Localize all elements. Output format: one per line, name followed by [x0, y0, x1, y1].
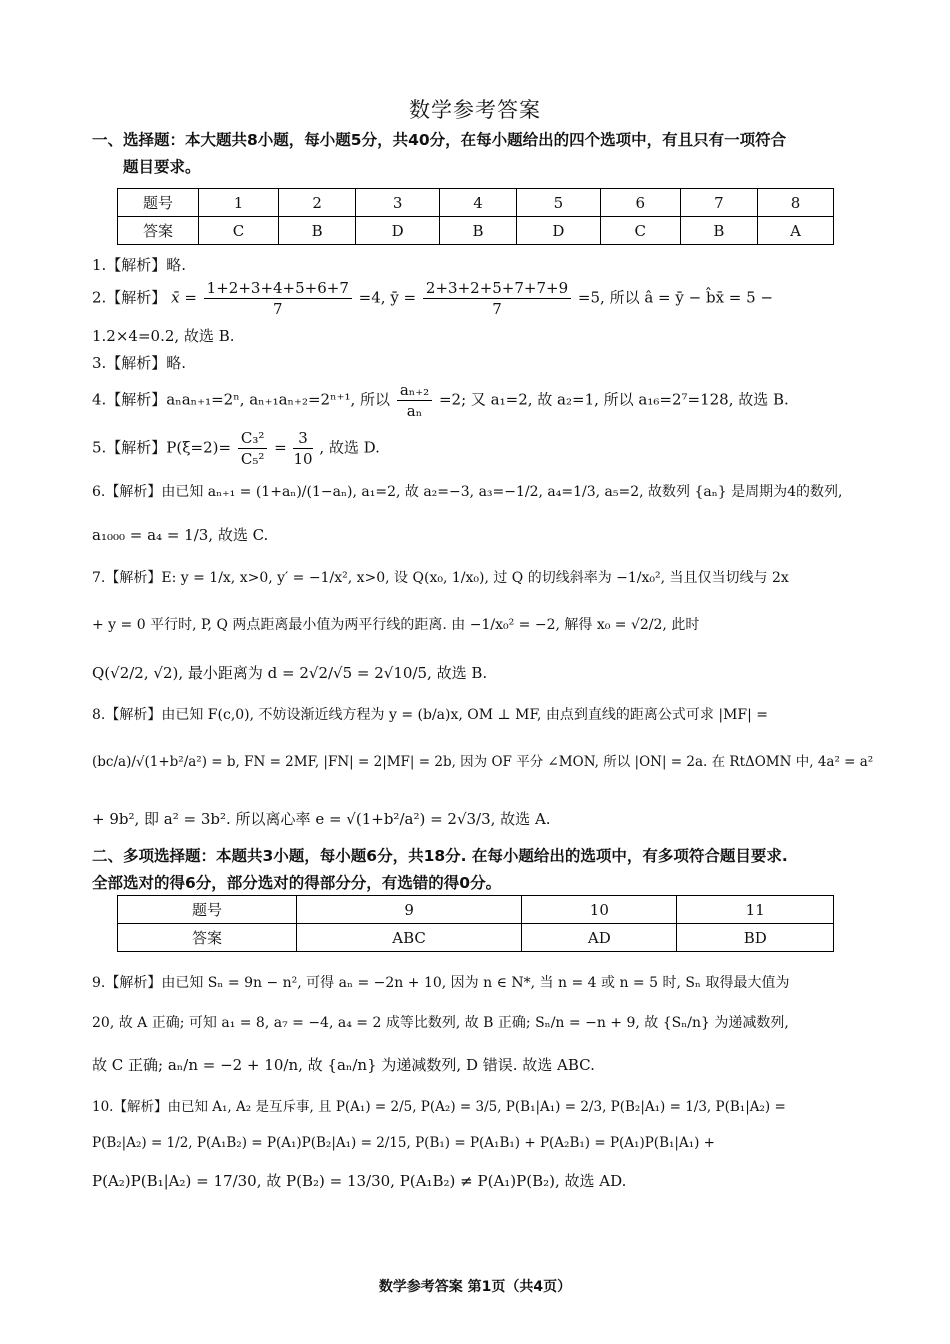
solution-2-tail: =5, 所以 â = ȳ − b̂x̄ = 5 −	[577, 288, 774, 307]
table-row	[118, 896, 834, 924]
table-cell: 8	[757, 189, 833, 217]
numerator: 2+3+2+5+7+7+9	[423, 278, 571, 299]
solution-9-line2: 20, 故 A 正确; 可知 a₁ = 8, a₇ = −4, a₄ = 2 成等比数列, 故 B 正确; Sₙ/n = −n + 9, 故 {Sₙ/n} 为递减数列,	[92, 1015, 789, 1031]
solution-4	[92, 380, 867, 421]
xbar-symbol: x̄	[171, 288, 180, 307]
table-row	[118, 217, 834, 245]
solution-7-line2: + y = 0 平行时, P, Q 两点距离最小值为两平行线的距离. 由 −1/x₀² = −2, 解得 x₀ = √2/2, 此时	[92, 617, 700, 633]
solution-8-line2: (bc/a)/√(1+b²/a²) = b, FN = 2MF, |FN| = 2|MF| = 2b, 因为 OF 平分 ∠MON, 所以 |ON| = 2a. 在 RtΔOMN 中, 4a² = a²	[92, 754, 874, 770]
table-cell: 4	[439, 189, 516, 217]
solution-10-line1: 10.【解析】由已知 A₁, A₂ 是互斥事, 且 P(A₁) = 2/5, P(A₂) = 3/5, P(B₁|A₁) = 2/3, P(B₂|A₁) = 1/3, P(B₁|A₂) =	[92, 1099, 786, 1115]
table-cell: ABC	[297, 924, 522, 952]
fraction	[293, 428, 312, 469]
answer-table-1	[117, 188, 834, 245]
table-row	[118, 189, 834, 217]
solution-7-line1: 7.【解析】E: y = 1/x, x>0, y′ = −1/x², x>0, 设 Q(x₀, 1/x₀), 过 Q 的切线斜率为 −1/x₀², 当且仅当切线与 2x	[92, 570, 789, 586]
numerator: 3	[293, 428, 312, 449]
section1-heading	[92, 127, 872, 181]
table-cell: B	[279, 217, 356, 245]
table-cell: C	[199, 217, 279, 245]
section1-heading-line2: 题目要求。	[123, 158, 201, 176]
solution-8-line3: + 9b², 即 a² = 3b². 所以离心率 e = √(1+b²/a²) = 2√3/3, 故选 A.	[92, 810, 551, 828]
denominator: 10	[293, 450, 313, 468]
row-label: 题号	[118, 189, 199, 217]
table-cell: 3	[356, 189, 440, 217]
table-cell: B	[680, 217, 757, 245]
solution-5: 5.【解析】P(ξ=2)= $\frac{\text{C₃²}}{\text{C₅²}}$ = $\frac{3}{10}$ , 故选 D.	[92, 429, 380, 468]
section2-heading-line2: 全部选对的得6分，部分选对的得部分分，有选错的得0分。	[92, 874, 502, 892]
solution-2-line2: 1.2×4=0.2, 故选 B.	[92, 327, 235, 345]
denominator: aₙ	[406, 402, 423, 420]
solution-1: 1.【解析】略.	[92, 256, 187, 274]
solution-9-line3: 故 C 正确; aₙ/n = −2 + 10/n, 故 {aₙ/n} 为递减数列, D 错误. 故选 ABC.	[92, 1056, 595, 1074]
solution-9-line1: 9.【解析】由已知 Sₙ = 9n − n², 可得 aₙ = −2n + 10, 因为 n ∈ N*, 当 n = 4 或 n = 5 时, Sₙ 取得最大值为	[92, 975, 790, 991]
denominator: 7	[492, 300, 502, 318]
table-cell: 7	[680, 189, 757, 217]
section1-heading-line1: 一、选择题：本大题共8小题，每小题5分，共40分，在每小题给出的四个选项中，有且只有一项符合	[92, 131, 787, 149]
solution-2-mid: =4, ȳ =	[358, 288, 417, 307]
table-cell: 6	[600, 189, 680, 217]
numerator: aₙ₊₂	[397, 380, 432, 401]
table-cell: C	[600, 217, 680, 245]
denominator: C₅²	[240, 450, 265, 468]
table-cell: 2	[279, 189, 356, 217]
solution-7-line3: Q(√2/2, √2), 最小距离为 d = 2√2/√5 = 2√10/5, 故选 B.	[92, 664, 488, 682]
table-cell: 9	[297, 896, 522, 924]
fraction	[238, 428, 268, 469]
table-cell: A	[757, 217, 833, 245]
table-cell: BD	[677, 924, 834, 952]
numerator: C₃²	[238, 428, 268, 449]
table-cell: 1	[199, 189, 279, 217]
table-cell: 11	[677, 896, 834, 924]
answer-table-2	[117, 895, 834, 952]
page-title: 数学参考答案	[409, 98, 541, 122]
solution-4-b: =2; 又 a₁=2, 故 a₂=1, 所以 a₁₆=2⁷=128, 故选 B.	[438, 390, 789, 409]
table-cell: D	[356, 217, 440, 245]
table-cell: 5	[517, 189, 601, 217]
solution-6-line2: a₁₀₀₀ = a₄ = 1/3, 故选 C.	[92, 526, 269, 544]
table-cell: B	[439, 217, 516, 245]
row-label: 答案	[118, 924, 297, 952]
table-cell: 10	[522, 896, 677, 924]
fraction	[423, 278, 571, 319]
solution-5-b: , 故选 D.	[319, 438, 380, 457]
solution-5-a: 5.【解析】P(ξ=2)=	[92, 438, 232, 457]
solution-10-line2: P(B₂|A₂) = 1/2, P(A₁B₂) = P(A₁)P(B₂|A₁) = 2/15, P(B₁) = P(A₁B₁) + P(A₂B₁) = P(A₁)P(B₁|A₁) +	[92, 1135, 715, 1151]
page-footer: 数学参考答案 第1页（共4页）	[378, 1279, 572, 1295]
solution-6-line1: 6.【解析】由已知 aₙ₊₁ = (1+aₙ)/(1−aₙ), a₁=2, 故 a₂=−3, a₃=−1/2, a₄=1/3, a₅=2, 故数列 {aₙ} 是周期为4的数列,	[92, 484, 843, 500]
row-label: 题号	[118, 896, 297, 924]
table-cell: AD	[522, 924, 677, 952]
fraction	[204, 278, 352, 319]
denominator: 7	[273, 300, 283, 318]
solution-2-prefix: 2.【解析】	[92, 288, 167, 307]
fraction	[397, 380, 432, 421]
section2-heading-line1: 二、多项选择题：本题共3小题，每小题6分，共18分. 在每小题给出的选项中，有多项符合题目要求.	[92, 847, 788, 865]
solution-10-line3: P(A₂)P(B₁|A₂) = 17/30, 故 P(B₂) = 13/30, P(A₁B₂) ≠ P(A₁)P(B₂), 故选 AD.	[92, 1172, 627, 1190]
table-cell: D	[517, 217, 601, 245]
numerator: 1+2+3+4+5+6+7	[204, 278, 352, 299]
section2-heading	[92, 843, 872, 897]
solution-8-line1: 8.【解析】由已知 F(c,0), 不妨设渐近线方程为 y = (b/a)x, OM ⊥ MF, 由点到直线的距离公式可求 |MF| =	[92, 707, 769, 723]
solution-4-a: 4.【解析】aₙaₙ₊₁=2ⁿ, aₙ₊₁aₙ₊₂=2ⁿ⁺¹, 所以	[92, 390, 391, 409]
row-label: 答案	[118, 217, 199, 245]
solution-2: 2.【解析】 x̄ = $\frac{1+2+3+4+5+6+7}{7}$ =4, ȳ = $\frac{2+3+2+5+7+7+9}{7}$ =5, 所以 â = ȳ − b̂x̄ = 5 −	[92, 279, 774, 318]
solution-3: 3.【解析】略.	[92, 354, 187, 372]
table-row	[118, 924, 834, 952]
